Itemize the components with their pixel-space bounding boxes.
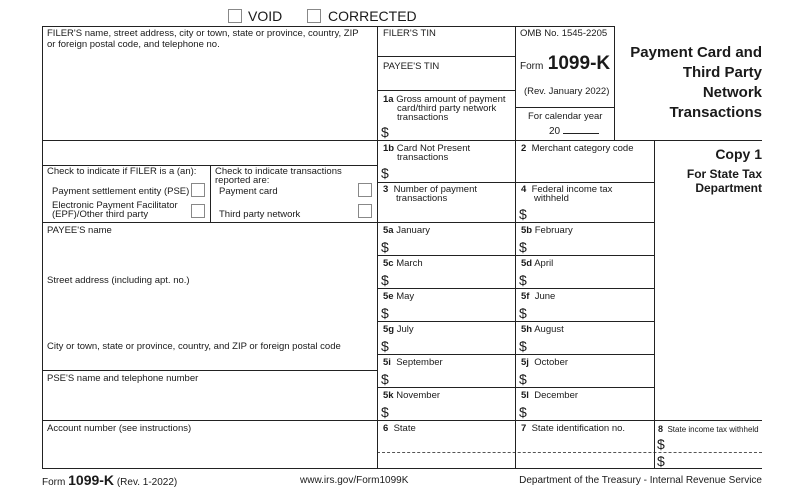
filer-tin-field[interactable] — [378, 40, 514, 55]
epf-label-2: (EPF)/Other third party — [52, 209, 149, 220]
footer-form-name: Form 1099-K (Rev. 1-2022) — [42, 472, 178, 488]
void-label: VOID — [248, 8, 283, 24]
box-5i-label: 5i September — [383, 357, 443, 368]
box-5a-label: 5a January — [383, 225, 431, 236]
box-4-label-2: withheld — [534, 193, 569, 204]
footer-department: Department of the Treasury - Internal Revenue Service — [519, 475, 762, 486]
box-8-dollar-2: $ — [657, 453, 665, 469]
box-8-label: 8 State income tax withheld — [658, 424, 759, 434]
check-trans-label: Check to indicate transactions — [215, 166, 342, 177]
box-5k-label: 5k November — [383, 390, 441, 401]
box-1a-label-3: transactions — [397, 112, 449, 123]
pse-checkbox[interactable] — [191, 183, 205, 197]
box-3-label-2: transactions — [396, 193, 448, 204]
box-5l-dollar: $ — [519, 404, 527, 420]
epf-checkbox[interactable] — [191, 204, 205, 218]
epf-label: Electronic Payment Facilitator — [52, 200, 178, 211]
box-5e-label: 5e May — [383, 291, 415, 302]
box-1a-label-2: card/third party network — [397, 103, 497, 114]
city-label: City or town, state or province, country, and ZIP or foreign postal code — [47, 341, 341, 352]
box-4-label: 4 Federal income tax — [521, 184, 613, 195]
filer-name-field[interactable] — [43, 52, 376, 139]
omb-number: OMB No. 1545-2205 — [520, 28, 608, 39]
box-5e-dollar: $ — [381, 305, 389, 321]
box-5g-label: 5g July — [383, 324, 414, 335]
box-5j-label: 5j October — [521, 357, 569, 368]
box-4-dollar: $ — [519, 206, 527, 222]
box-5g-dollar: $ — [381, 338, 389, 354]
box-7-label: 7 State identification no. — [521, 423, 626, 434]
pse-name-label: PSE'S name and telephone number — [47, 373, 199, 384]
calendar-year-field[interactable]: 20 — [549, 124, 599, 137]
box-5f-dollar: $ — [519, 305, 527, 321]
box-5k-dollar: $ — [381, 404, 389, 420]
box-1a-label: 1a Gross amount of payment — [383, 94, 506, 105]
box-8-dollar-1: $ — [657, 436, 665, 452]
box-5c-label: 5c March — [383, 258, 423, 269]
payment-card-checkbox[interactable] — [358, 183, 372, 197]
calendar-year-label: For calendar year — [528, 111, 603, 122]
filer-name-label: FILER'S name, street address, city or town, state or province, country, ZIP — [47, 28, 359, 39]
void-checkbox[interactable] — [228, 9, 242, 23]
revision-date: (Rev. January 2022) — [524, 86, 610, 97]
form-name-header: Form 1099-K — [520, 53, 611, 74]
box-5j-dollar: $ — [519, 371, 527, 387]
filer-tin-label: FILER'S TIN — [383, 28, 436, 39]
form-title: Payment Card and Third Party Network Transactions — [630, 44, 762, 121]
corrected-checkbox[interactable] — [307, 9, 321, 23]
box-5f-label: 5f June — [521, 291, 556, 302]
box-5d-label: 5d April — [521, 258, 554, 269]
filer-name-label-2: or foreign postal code, and telephone no. — [47, 39, 220, 50]
box-5b-dollar: $ — [519, 239, 527, 255]
box-5l-label: 5l December — [521, 390, 579, 401]
box-1b-label: 1b Card Not Present — [383, 143, 471, 154]
box-6-label: 6 State — [383, 423, 416, 434]
check-filer-label: Check to indicate if FILER is a (an): — [47, 166, 197, 177]
box-3-label: 3 Number of payment — [383, 184, 478, 195]
box-5i-dollar: $ — [381, 371, 389, 387]
box-5h-label: 5h August — [521, 324, 564, 335]
payee-tin-field[interactable] — [378, 73, 514, 89]
box-5a-dollar: $ — [381, 239, 389, 255]
box-2-label: 2 Merchant category code — [521, 143, 634, 154]
box-5b-label: 5b February — [521, 225, 573, 236]
check-trans-label-2: reported are: — [215, 175, 270, 186]
payee-tin-label: PAYEE'S TIN — [383, 61, 440, 72]
copy-designation: Copy 1 For State Tax Department — [686, 146, 762, 195]
third-party-label: Third party network — [219, 209, 301, 220]
pse-label: Payment settlement entity (PSE) — [52, 186, 190, 197]
third-party-checkbox[interactable] — [358, 204, 372, 218]
footer-url[interactable]: www.irs.gov/Form1099K — [300, 475, 409, 486]
box-1a-dollar: $ — [381, 124, 389, 140]
box-5d-dollar: $ — [519, 272, 527, 288]
street-address-label: Street address (including apt. no.) — [47, 275, 190, 286]
corrected-label: CORRECTED — [328, 8, 417, 24]
box-1b-dollar: $ — [381, 165, 389, 181]
box-5c-dollar: $ — [381, 272, 389, 288]
box-5h-dollar: $ — [519, 338, 527, 354]
payee-name-label: PAYEE'S name — [47, 225, 112, 236]
account-number-label: Account number (see instructions) — [47, 423, 192, 434]
box-1b-label-2: transactions — [397, 152, 449, 163]
payment-card-label: Payment card — [219, 186, 278, 197]
